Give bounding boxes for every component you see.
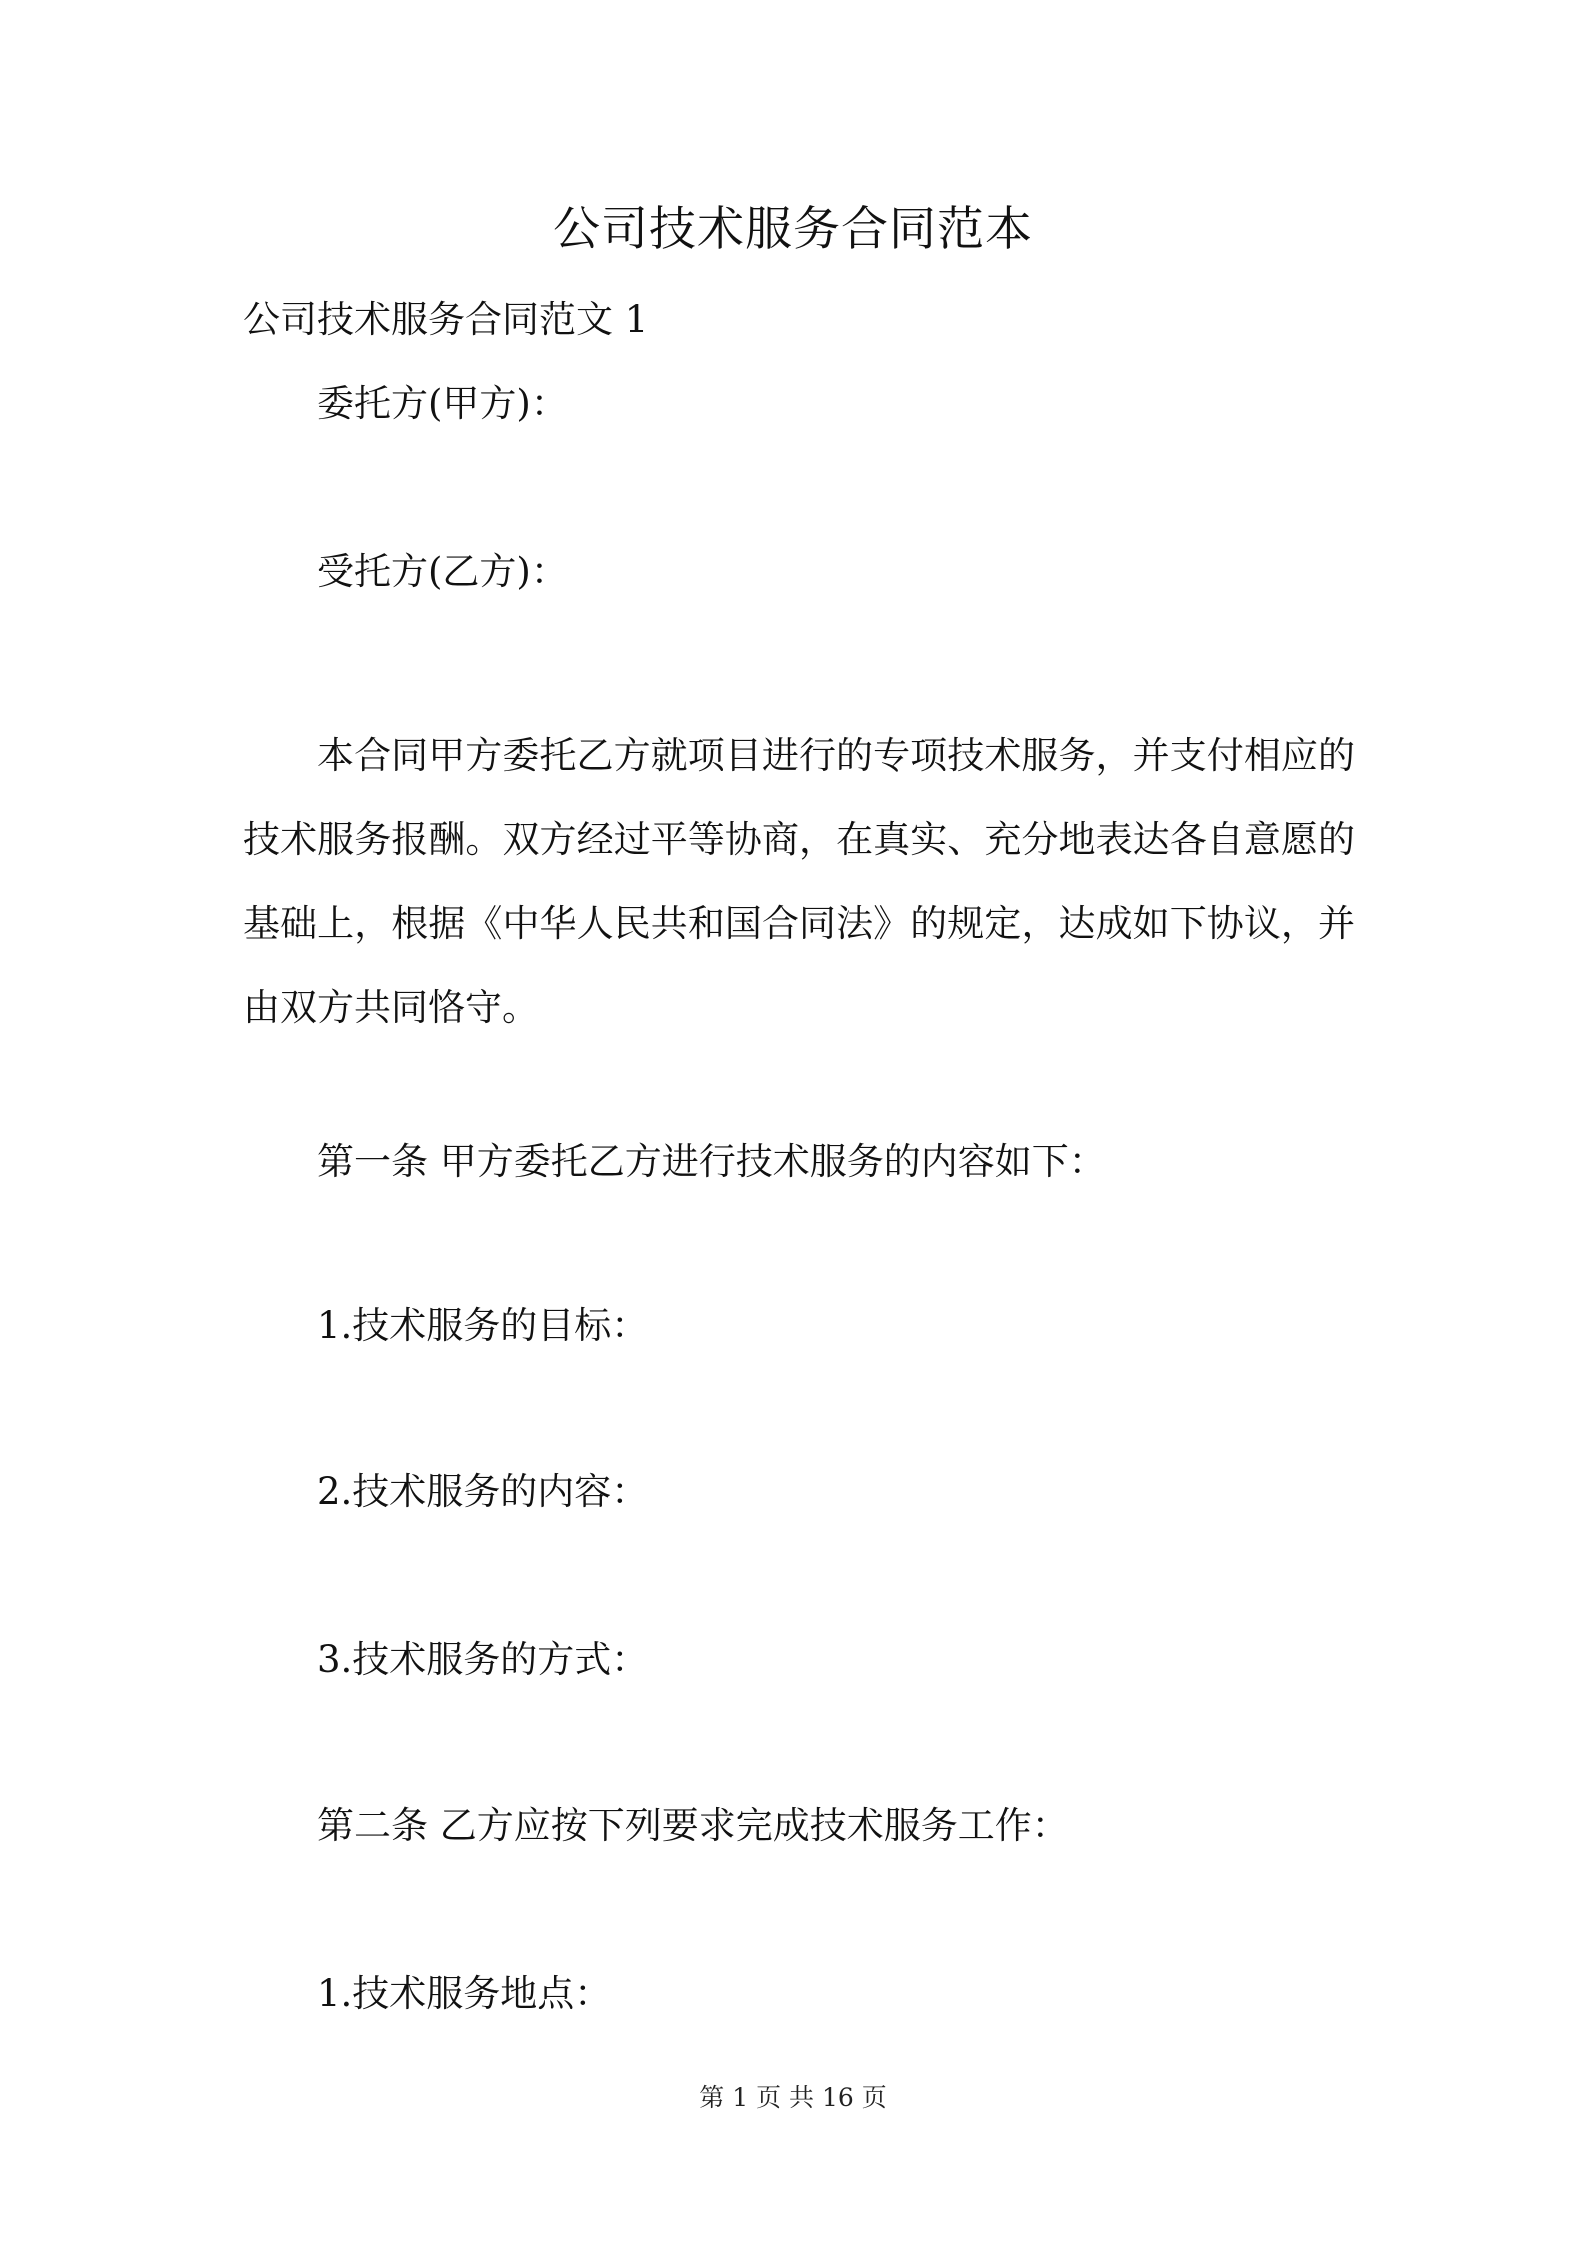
article-1-item-1: 1.技术服务的目标： — [317, 1304, 649, 1347]
article-1-item-2: 2.技术服务的内容： — [317, 1470, 649, 1513]
document-subtitle: 公司技术服务合同范文 1 — [243, 298, 649, 341]
party-b-label: 受托方(乙方)： — [317, 550, 568, 593]
page-number-footer: 第 1 页 共 16 页 — [699, 2083, 887, 2112]
article-2-heading: 第二条 乙方应按下列要求完成技术服务工作： — [317, 1804, 1069, 1847]
document-title: 公司技术服务合同范本 — [553, 202, 1033, 257]
article-1-heading: 第一条 甲方委托乙方进行技术服务的内容如下： — [317, 1140, 1106, 1183]
article-1-item-3: 3.技术服务的方式： — [317, 1638, 649, 1681]
party-a-label: 委托方(甲方)： — [317, 382, 568, 425]
intro-paragraph: 本合同甲方委托乙方就项目进行的专项技术服务，并支付相应的技术服务报酬。双方经过平等协商，在真实、充分地表达各自意愿的基础上，根据《中华人民共和国合同法》的规定，达成如下协议，并由双方共同恪守。 — [243, 734, 1355, 1029]
article-2-item-1: 1.技术服务地点： — [317, 1972, 612, 2015]
